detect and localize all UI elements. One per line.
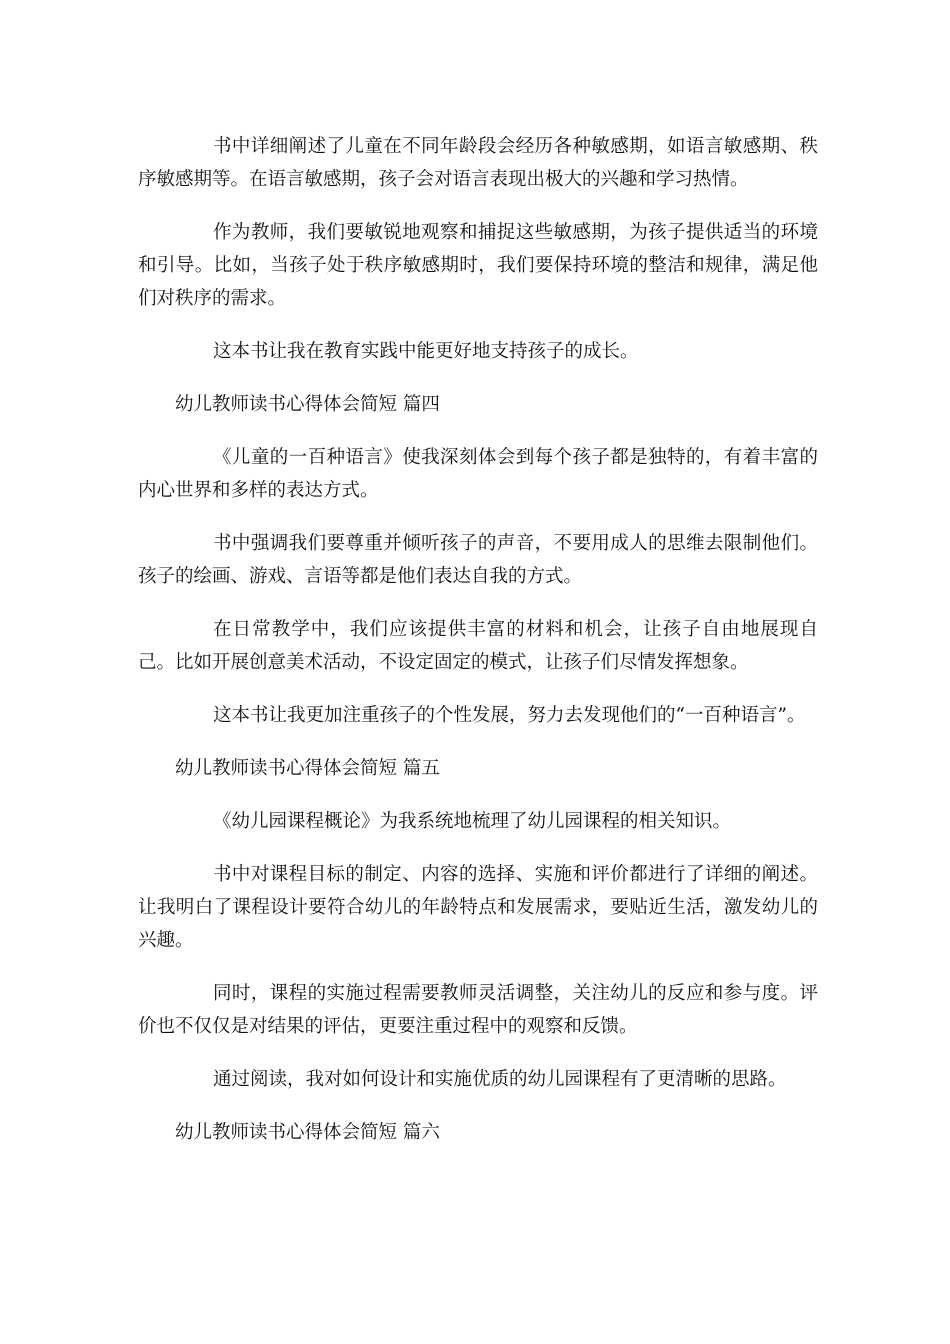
paragraph: 通过阅读，我对如何设计和实施优质的幼儿园课程有了更清晰的思路。 (213, 1069, 787, 1090)
paragraph: 这本书让我在教育实践中能更好地支持孩子的成长。 (213, 341, 639, 362)
paragraph: 同时，课程的实施过程需要教师灵活调整，关注幼儿的反应和参与度。评价也不仅仅是对结果的评估，更要注重过程中的观察和反馈。 (138, 983, 818, 1037)
section-heading-5: 幼儿教师读书心得体会简短 篇五 (175, 758, 440, 779)
section-heading-6: 幼儿教师读书心得体会简短 篇六 (175, 1122, 440, 1143)
paragraph: 这本书让我更加注重孩子的个性发展，努力去发现他们的“一百种语言”。 (213, 705, 806, 726)
paragraph: 书中对课程目标的制定、内容的选择、实施和评价都进行了详细的阐述。让我明白了课程设计要符合幼儿的年龄特点和发展需求，要贴近生活，激发幼儿的兴趣。 (138, 864, 818, 951)
paragraph: 《幼儿园课程概论》为我系统地梳理了幼儿园课程的相关知识。 (213, 811, 732, 832)
document-body (138, 130, 818, 1169)
section-heading-4: 幼儿教师读书心得体会简短 篇四 (175, 394, 440, 415)
paragraph: 作为教师，我们要敏锐地观察和捕捉这些敏感期，为孩子提供适当的环境和引导。比如，当孩子处于秩序敏感期时，我们要保持环境的整洁和规律，满足他们对秩序的需求。 (138, 222, 818, 309)
paragraph: 《儿童的一百种语言》使我深刻体会到每个孩子都是独特的，有着丰富的内心世界和多样的表达方式。 (138, 447, 818, 501)
paragraph: 书中强调我们要尊重并倾听孩子的声音，不要用成人的思维去限制他们。孩子的绘画、游戏、言语等都是他们表达自我的方式。 (138, 533, 818, 587)
paragraph: 在日常教学中，我们应该提供丰富的材料和机会，让孩子自由地展现自己。比如开展创意美术活动，不设定固定的模式，让孩子们尽情发挥想象。 (138, 619, 818, 673)
paragraph: 书中详细阐述了儿童在不同年龄段会经历各种敏感期，如语言敏感期、秩序敏感期等。在语言敏感期，孩子会对语言表现出极大的兴趣和学习热情。 (138, 136, 818, 190)
